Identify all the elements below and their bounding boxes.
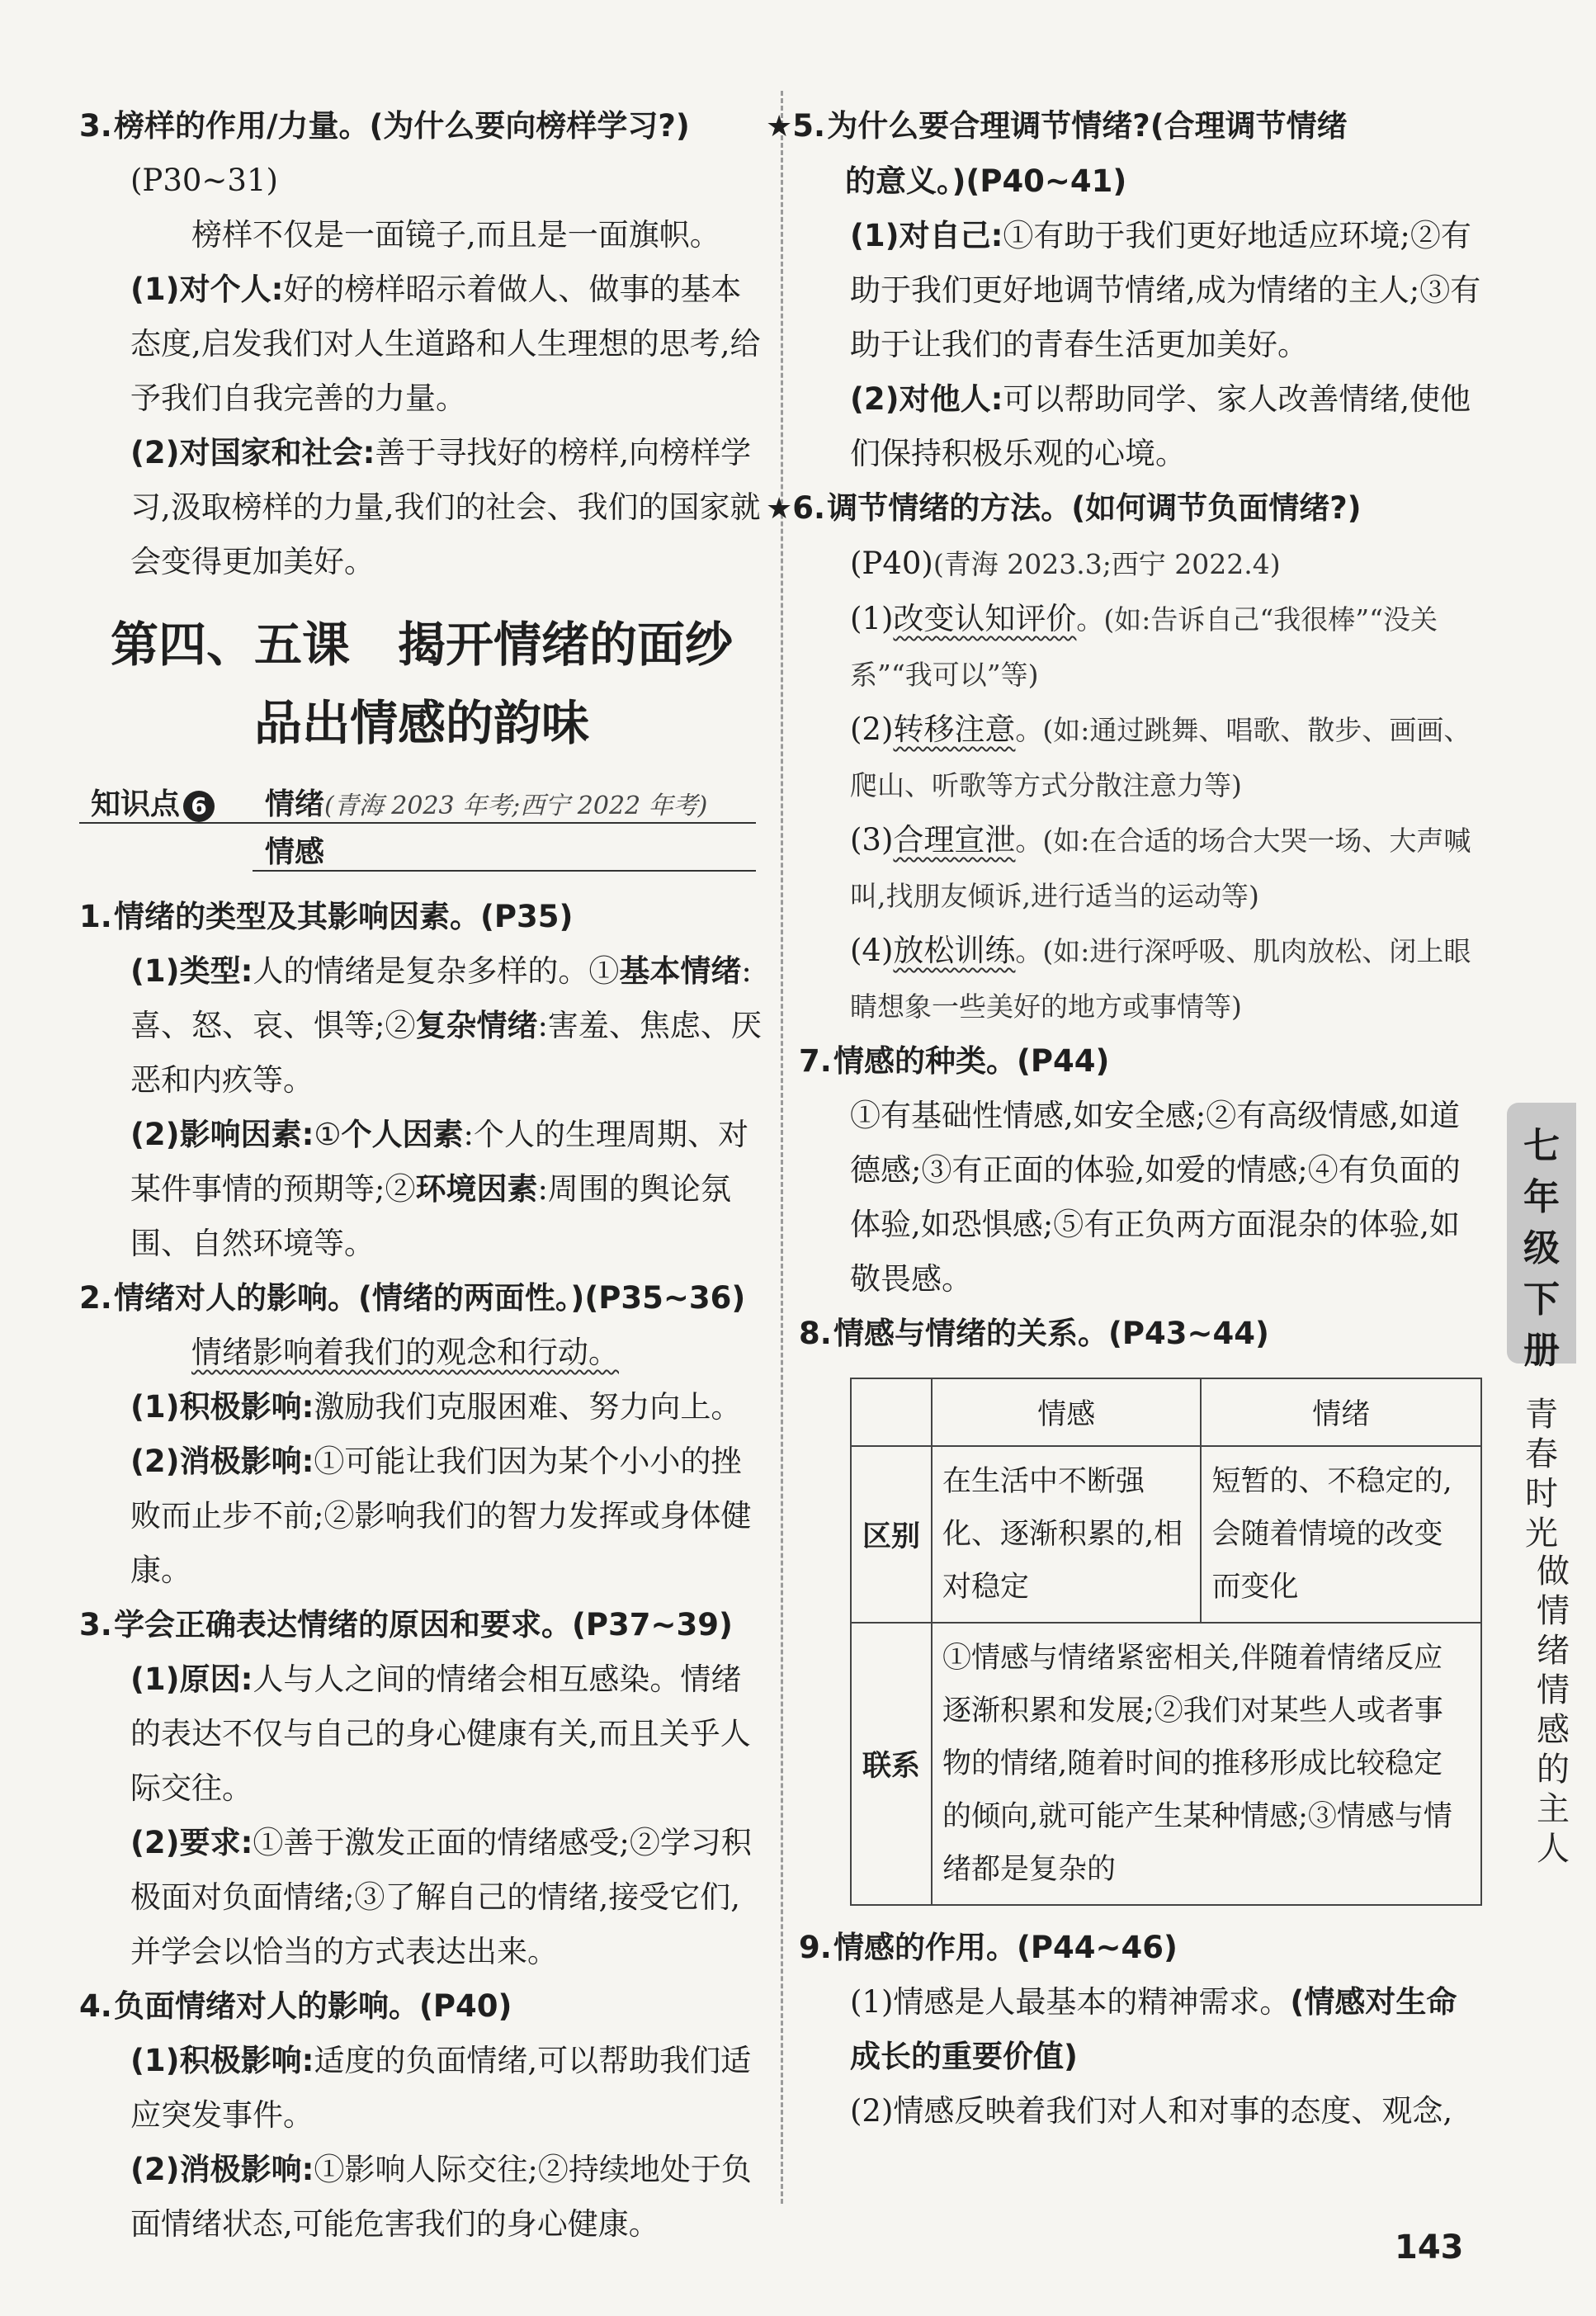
divider-line [253, 870, 756, 872]
knowledge-point-subtitle: 情感 [265, 835, 325, 869]
question-7-heading: 7.情感的种类。(P44) [799, 1043, 1110, 1079]
divider-line [79, 822, 756, 824]
table-cell: ①情感与情绪紧密相关,伴随着情绪反应逐渐积累和发展;②我们对某些人或者事物的情绪,随着时间的推移形成比较稳定的倾向,就可能产生某种情感;③情感与情绪都是复杂的 [932, 1623, 1481, 1905]
question-7-text: ①有基础性情感,如安全感;②有高级情感,如道德感;③有正面的体验,如爱的情感;④有负面的体验,如恐惧感;⑤有正负两方面混杂的体验,如敬畏感。 [850, 1098, 1461, 1297]
method-1: (1)改变认知评价。(如:告诉自己“我很棒”“没关系”“我可以”等) [850, 601, 1438, 691]
question-5-point-1: (1)对自己:①有助于我们更好地适应环境;②有助于我们更好地调节情绪,成为情绪的主人;③有助于让我们的青春生活更加美好。 [850, 218, 1481, 362]
table-row [851, 1446, 1481, 1623]
side-lesson-title: 做 情 绪 情 感 的 主 人 [1537, 1553, 1570, 1868]
grade-tab-label: 七 年 级 下 册 [1523, 1125, 1560, 1372]
side-unit-title: 青 春 时 光 [1525, 1396, 1558, 1553]
question-4-point-1: (1)积极影响:适度的负面情绪,可以帮助我们适应突发事件。 [130, 2043, 752, 2133]
left-column [79, 99, 764, 2252]
question-5-point-2: (2)对他人:可以帮助同学、家人改善情绪,使他们保持积极乐观的心境。 [850, 381, 1471, 471]
question-6-heading: ★6.调节情绪的方法。(如何调节负面情绪?) [766, 490, 1362, 526]
method-2: (2)转移注意。(如:通过跳舞、唱歌、散步、画画、爬山、听歌等方式分散注意力等) [850, 711, 1471, 801]
question-3-intro: 榜样不仅是一面镜子,而且是一面旗帜。 [191, 217, 720, 253]
method-3: (3)合理宣泄。(如:在合适的场合大哭一场、大声喊叫,找朋友倾诉,进行适当的运动等) [850, 822, 1471, 912]
star-icon: ★ [766, 492, 793, 526]
knowledge-point-badge: 知识点 6 [91, 781, 215, 823]
lesson-title: 第四、五课 揭开情绪的面纱 品出情感的韵味 [110, 617, 733, 751]
right-column [766, 99, 1484, 2139]
table-header-emotion: 情绪 [1201, 1378, 1481, 1446]
knowledge-point-header [79, 774, 764, 869]
question-4-heading: 4.负面情绪对人的影响。(P40) [79, 1988, 512, 2024]
method-4: (4)放松训练。(如:进行深呼吸、肌肉放松、闭上眼睛想象一些美好的地方或事情等) [850, 933, 1471, 1023]
page-number: 143 [1395, 2229, 1464, 2266]
question-3-heading: 3.榜样的作用/力量。(为什么要向榜样学习?) [79, 108, 690, 144]
column-divider [781, 91, 783, 2204]
knowledge-point-title: 情绪(青海 2023 年考;西宁 2022 年考) [265, 787, 708, 821]
question-8-heading: 8.情感与情绪的关系。(P43~44) [799, 1316, 1269, 1351]
question-4-point-2: (2)消极影响:①影响人际交往;②持续地处于负面情绪状态,可能危害我们的身心健康。 [130, 2152, 752, 2242]
question-3-point-2: (2)对国家和社会:善于寻找好的榜样,向榜样学习,汲取榜样的力量,我们的社会、我们的国家就会变得更加美好。 [130, 435, 761, 579]
question-5-heading: ★5.为什么要合理调节情绪?(合理调节情绪 [766, 108, 1348, 144]
question-1-point-2: (2)影响因素:①个人因素:个人的生理周期、对某件事情的预期等;②环境因素:周围的舆论氛围、自然环境等。 [130, 1117, 749, 1261]
grade-tab [1507, 1103, 1576, 1372]
question-3b-point-2: (2)要求:①善于激发正面的情绪感受;②学习积极面对负面情绪;③了解自己的情绪,接受它们,并学会以恰当的方式表达出来。 [130, 1825, 752, 1969]
question-2-point-1: (1)积极影响:激励我们克服困难、努力向上。 [130, 1389, 742, 1425]
question-1-point-1: (1)类型:人的情绪是复杂多样的。①基本情绪:喜、怒、哀、惧等;②复杂情绪:害羞、焦虑、厌恶和内疚等。 [130, 953, 762, 1098]
table-corner [851, 1378, 932, 1446]
question-9-point-2: (2)情感反映着我们对人和对事的态度、观念, [850, 2093, 1453, 2129]
table-cell: 短暂的、不稳定的,会随着情境的改变而变化 [1201, 1446, 1481, 1623]
question-9-point-1: (1)情感是人最基本的精神需求。(情感对生命成长的重要价值) [850, 1984, 1457, 2074]
relation-table [850, 1378, 1482, 1906]
table-header-emotion-feeling: 情感 [932, 1378, 1201, 1446]
question-2-point-2: (2)消极影响:①可能让我们因为某个小小的挫败而止步不前;②影响我们的智力发挥或身体健康。 [130, 1444, 752, 1588]
table-row-label: 区别 [851, 1446, 932, 1623]
question-5-heading-cont: 的意义。)(P40~41) [845, 163, 1127, 199]
table-row [851, 1623, 1481, 1905]
table-row-label: 联系 [851, 1623, 932, 1905]
question-9-heading: 9.情感的作用。(P44~46) [799, 1930, 1178, 1965]
question-6-ref: (P40)(青海 2023.3;西宁 2022.4) [850, 546, 1281, 581]
star-icon: ★ [766, 110, 793, 144]
question-3-point-1: (1)对个人:好的榜样昭示着做人、做事的基本态度,启发我们对人生道路和人生理想的思考,给予我们自我完善的力量。 [130, 272, 761, 416]
question-3b-heading: 3.学会正确表达情绪的原因和要求。(P37~39) [79, 1607, 733, 1642]
question-2-intro: 情绪影响着我们的观念和行动。 [191, 1335, 619, 1370]
table-cell: 在生活中不断强化、逐渐积累的,相对稳定 [932, 1446, 1201, 1623]
question-2-heading: 2.情绪对人的影响。(情绪的两面性。)(P35~36) [79, 1280, 746, 1316]
question-1-heading: 1.情绪的类型及其影响因素。(P35) [79, 899, 574, 934]
question-3-ref: (P30~31) [130, 163, 278, 198]
table-header-row [851, 1378, 1481, 1446]
question-3b-point-1: (1)原因:人与人之间的情绪会相互感染。情绪的表达不仅与自己的身心健康有关,而且关乎人际交往。 [130, 1661, 751, 1806]
